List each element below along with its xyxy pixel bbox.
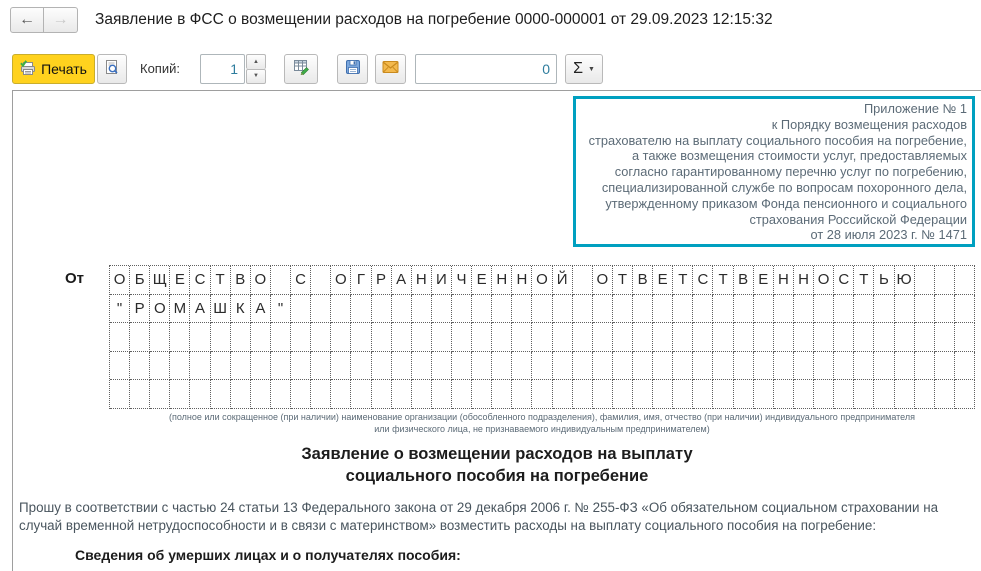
char-cell: Ю [895, 266, 915, 295]
char-cell [452, 380, 472, 409]
char-cell: Б [130, 266, 150, 295]
char-cell [754, 295, 774, 324]
char-cell: Е [170, 266, 190, 295]
char-cell [633, 323, 653, 352]
char-cell [854, 380, 874, 409]
char-cell [532, 380, 552, 409]
nav-button-group [10, 7, 78, 33]
char-cell [432, 352, 452, 381]
char-cell [291, 352, 311, 381]
char-cell [754, 380, 774, 409]
text-line: а также возмещения стоимости услуг, предоставляемых [631, 148, 967, 164]
char-cell [794, 380, 814, 409]
text-line: страхования Российской Федерации [749, 211, 967, 227]
char-cell: Т [613, 266, 633, 295]
sigma-icon: Σ [573, 60, 583, 77]
char-cell [814, 380, 834, 409]
char-cell [774, 380, 794, 409]
char-cell: О [814, 266, 834, 295]
char-cell [915, 380, 935, 409]
char-cell [553, 295, 573, 324]
char-cell: Ь [874, 266, 894, 295]
char-cell [331, 295, 351, 324]
char-cell [291, 380, 311, 409]
char-cell [251, 352, 271, 381]
char-cell: М [170, 295, 190, 324]
char-cell [794, 295, 814, 324]
char-cell [392, 352, 412, 381]
char-cell [432, 380, 452, 409]
copies-input[interactable] [200, 54, 245, 84]
email-icon [382, 60, 399, 79]
char-cell [492, 352, 512, 381]
char-cell [814, 352, 834, 381]
char-cell [412, 352, 432, 381]
char-cell: " [110, 295, 130, 324]
char-cell [372, 295, 392, 324]
char-cell [412, 295, 432, 324]
char-cell: В [633, 266, 653, 295]
char-cell [895, 295, 915, 324]
char-cell: Е [472, 266, 492, 295]
char-cell [492, 380, 512, 409]
char-cell [693, 323, 713, 352]
from-label: От [65, 270, 85, 287]
char-cell [874, 352, 894, 381]
text-line: согласно гарантированному перечню услуг по погребению, [614, 164, 967, 180]
appendix-header-box [573, 96, 975, 247]
char-cell [271, 380, 291, 409]
char-cell: Н [412, 266, 432, 295]
char-cell [734, 295, 754, 324]
char-cell: Т [854, 266, 874, 295]
char-cell [713, 352, 733, 381]
char-cell [754, 352, 774, 381]
char-cell [915, 295, 935, 324]
char-cell [874, 295, 894, 324]
print-preview-button[interactable] [97, 54, 127, 84]
cell-sum-input[interactable] [415, 54, 557, 84]
save-icon [345, 59, 361, 80]
char-cell [170, 323, 190, 352]
char-cell [673, 380, 693, 409]
char-cell [895, 323, 915, 352]
char-cell [412, 380, 432, 409]
char-cell [573, 266, 593, 295]
text-line: Заявление о возмещении расходов на выплату [301, 445, 693, 463]
chevron-down-icon: ▼ [587, 65, 595, 73]
char-cell [553, 323, 573, 352]
char-cell [693, 380, 713, 409]
char-cell [653, 295, 673, 324]
char-cell [673, 295, 693, 324]
char-cell [472, 323, 492, 352]
char-cell [713, 323, 733, 352]
char-cell [693, 295, 713, 324]
char-cell [673, 352, 693, 381]
char-cell [231, 352, 251, 381]
char-cell: А [190, 295, 210, 324]
char-cell: А [392, 266, 412, 295]
char-cell [351, 352, 371, 381]
char-cell: И [432, 266, 452, 295]
section-heading: Сведения об умерших лицах и о получателях пособия: [75, 547, 461, 563]
char-cell [734, 323, 754, 352]
text-line: или физического лица, не признаваемого индивидуальным предпринимателем) [374, 423, 710, 434]
char-cell [130, 380, 150, 409]
char-cell [553, 380, 573, 409]
char-cell [392, 295, 412, 324]
body-paragraph: Прошу в соответствии с частью 24 статьи 13 Федерального закона от 29 декабря 2006 г. № 255-ФЗ «Об обязательном социальном страховании на случай временной нетрудоспособности и в связи с материнством» возместить расходы на выплату социального пособия на погребение: [19, 500, 939, 533]
char-cell: В [734, 266, 754, 295]
char-cell: Р [372, 266, 392, 295]
edit-table-icon [293, 58, 310, 80]
char-cell [190, 380, 210, 409]
char-cell [331, 323, 351, 352]
text-line: Приложение № 1 [863, 101, 967, 116]
char-cell [633, 352, 653, 381]
text-line: от 28 июля 2023 г. № 1471 [810, 227, 967, 243]
char-cell [955, 295, 975, 324]
char-cell: О [251, 266, 271, 295]
char-cell: Ш [211, 295, 231, 324]
char-cell [734, 380, 754, 409]
char-cell [653, 352, 673, 381]
char-cell [452, 352, 472, 381]
char-cell: С [190, 266, 210, 295]
char-cell [874, 380, 894, 409]
edit-table-button[interactable] [284, 54, 318, 84]
spin-down-icon: ▼ [253, 73, 259, 80]
char-cell: Е [754, 266, 774, 295]
char-cell [110, 323, 130, 352]
spin-down-button[interactable] [246, 69, 266, 85]
char-cell [754, 323, 774, 352]
char-grid [109, 265, 975, 409]
char-cell [512, 323, 532, 352]
copies-stepper [246, 54, 266, 84]
char-cell [432, 323, 452, 352]
char-cell [231, 323, 251, 352]
char-cell [372, 352, 392, 381]
char-cell [311, 323, 331, 352]
char-cell [573, 352, 593, 381]
char-cell [814, 323, 834, 352]
char-cell [613, 380, 633, 409]
char-cell [472, 380, 492, 409]
sum-menu-button[interactable] [565, 54, 603, 84]
char-cell [955, 352, 975, 381]
char-cell [774, 323, 794, 352]
char-cell: Й [553, 266, 573, 295]
char-cell [653, 380, 673, 409]
char-cell [794, 352, 814, 381]
email-button[interactable] [375, 54, 406, 84]
char-cell [512, 352, 532, 381]
char-cell [271, 352, 291, 381]
char-cell [573, 380, 593, 409]
char-cell: В [231, 266, 251, 295]
char-cell [854, 323, 874, 352]
save-button[interactable] [337, 54, 368, 84]
char-cell [593, 323, 613, 352]
print-button-label: Печать [41, 61, 87, 77]
char-cell: Н [512, 266, 532, 295]
char-cell [955, 323, 975, 352]
char-cell [351, 380, 371, 409]
char-cell: Е [653, 266, 673, 295]
char-cell [271, 266, 291, 295]
char-cell [834, 323, 854, 352]
char-cell [492, 295, 512, 324]
char-cell [251, 380, 271, 409]
char-cell [935, 266, 955, 295]
char-cell [915, 266, 935, 295]
char-cell [211, 352, 231, 381]
char-cell: Н [794, 266, 814, 295]
char-cell [573, 323, 593, 352]
char-cell [311, 380, 331, 409]
char-cell: " [271, 295, 291, 324]
char-cell [935, 295, 955, 324]
char-cell [492, 323, 512, 352]
char-cell [613, 352, 633, 381]
char-cell: К [231, 295, 251, 324]
char-cell [291, 323, 311, 352]
char-cell [774, 295, 794, 324]
char-cell [331, 380, 351, 409]
char-cell [653, 323, 673, 352]
char-cell [472, 295, 492, 324]
char-cell: Н [492, 266, 512, 295]
text-line: утвержденному приказом Фонда пенсионного и социального [605, 195, 967, 211]
back-icon: ← [19, 11, 35, 28]
char-cell [613, 295, 633, 324]
char-cell [432, 295, 452, 324]
char-cell [573, 295, 593, 324]
char-cell [351, 323, 371, 352]
char-cell [412, 323, 432, 352]
char-cell [372, 380, 392, 409]
char-cell [955, 266, 975, 295]
text-line: страхователю на выплату социального пособия на погребение, [588, 132, 967, 148]
char-cell [392, 323, 412, 352]
char-cell: Т [713, 266, 733, 295]
char-cell [392, 380, 412, 409]
char-cell [673, 323, 693, 352]
char-cell [915, 352, 935, 381]
char-cell [713, 380, 733, 409]
char-cell [211, 380, 231, 409]
char-cell [613, 323, 633, 352]
char-cell: Г [351, 266, 371, 295]
char-cell [633, 380, 653, 409]
char-cell [854, 352, 874, 381]
char-cell: Р [130, 295, 150, 324]
char-cell [915, 323, 935, 352]
char-cell: А [251, 295, 271, 324]
copies-label: Копий: [140, 61, 180, 76]
print-preview-icon [104, 59, 120, 80]
forward-button[interactable] [44, 7, 78, 33]
char-cell: С [291, 266, 311, 295]
char-cell [130, 323, 150, 352]
char-cell [150, 352, 170, 381]
spin-up-icon: ▲ [253, 58, 259, 65]
char-cell [351, 295, 371, 324]
text-line: специализированной службе по вопросам похоронного дела, [601, 179, 967, 195]
char-cell [553, 352, 573, 381]
char-cell: Щ [150, 266, 170, 295]
char-cell: Ч [452, 266, 472, 295]
text-line: к Порядку возмещения расходов [771, 116, 967, 132]
char-cell [895, 352, 915, 381]
char-cell [291, 295, 311, 324]
page-title: Заявление в ФСС о возмещении расходов на погребение 0000-000001 от 29.09.2023 12:15:32 [95, 11, 773, 28]
char-cell [935, 380, 955, 409]
grid-caption [109, 412, 975, 435]
spreadsheet-document[interactable] [12, 90, 981, 571]
char-cell [231, 380, 251, 409]
char-cell [794, 323, 814, 352]
char-cell [593, 295, 613, 324]
char-cell: С [693, 266, 713, 295]
char-cell [895, 380, 915, 409]
char-cell: О [331, 266, 351, 295]
char-cell [935, 352, 955, 381]
text-line: (полное или сокращенное (при наличии) наименование организации (обособленного подразделения), фамилия, имя, отчество (при наличии) индивидуального предпринимателя [168, 412, 916, 422]
char-cell: С [834, 266, 854, 295]
char-cell [512, 295, 532, 324]
spin-up-button[interactable] [246, 54, 266, 69]
char-cell [633, 295, 653, 324]
char-cell [311, 266, 331, 295]
char-cell [311, 352, 331, 381]
char-cell [110, 352, 130, 381]
char-cell [734, 352, 754, 381]
char-cell [532, 352, 552, 381]
char-cell [170, 352, 190, 381]
char-cell [774, 352, 794, 381]
char-cell: О [150, 295, 170, 324]
char-cell [472, 352, 492, 381]
char-cell: Т [211, 266, 231, 295]
char-cell [452, 295, 472, 324]
char-cell [935, 323, 955, 352]
forward-icon: → [52, 11, 69, 28]
char-cell [834, 295, 854, 324]
char-cell [512, 380, 532, 409]
char-cell [372, 323, 392, 352]
char-cell [331, 352, 351, 381]
char-cell: О [110, 266, 130, 295]
char-cell: Т [673, 266, 693, 295]
char-cell [955, 380, 975, 409]
char-cell [593, 352, 613, 381]
printer-icon [20, 60, 36, 79]
char-cell [271, 323, 291, 352]
char-cell [814, 295, 834, 324]
char-cell [532, 295, 552, 324]
char-cell [854, 295, 874, 324]
char-cell [693, 352, 713, 381]
char-cell [834, 352, 854, 381]
char-cell [452, 323, 472, 352]
char-cell [834, 380, 854, 409]
print-button[interactable] [12, 54, 95, 84]
char-cell [593, 380, 613, 409]
char-cell [532, 323, 552, 352]
char-cell [190, 323, 210, 352]
char-cell [110, 380, 130, 409]
char-cell [150, 323, 170, 352]
char-cell: О [532, 266, 552, 295]
char-cell [874, 323, 894, 352]
char-cell [130, 352, 150, 381]
char-cell [170, 380, 190, 409]
char-cell: Н [774, 266, 794, 295]
document-title [13, 443, 981, 487]
char-cell [190, 352, 210, 381]
char-cell [713, 295, 733, 324]
back-button[interactable] [10, 7, 44, 33]
char-cell [251, 323, 271, 352]
char-cell [211, 323, 231, 352]
char-cell: О [593, 266, 613, 295]
char-cell [311, 295, 331, 324]
char-cell [150, 380, 170, 409]
text-line: социального пособия на погребение [345, 467, 649, 485]
